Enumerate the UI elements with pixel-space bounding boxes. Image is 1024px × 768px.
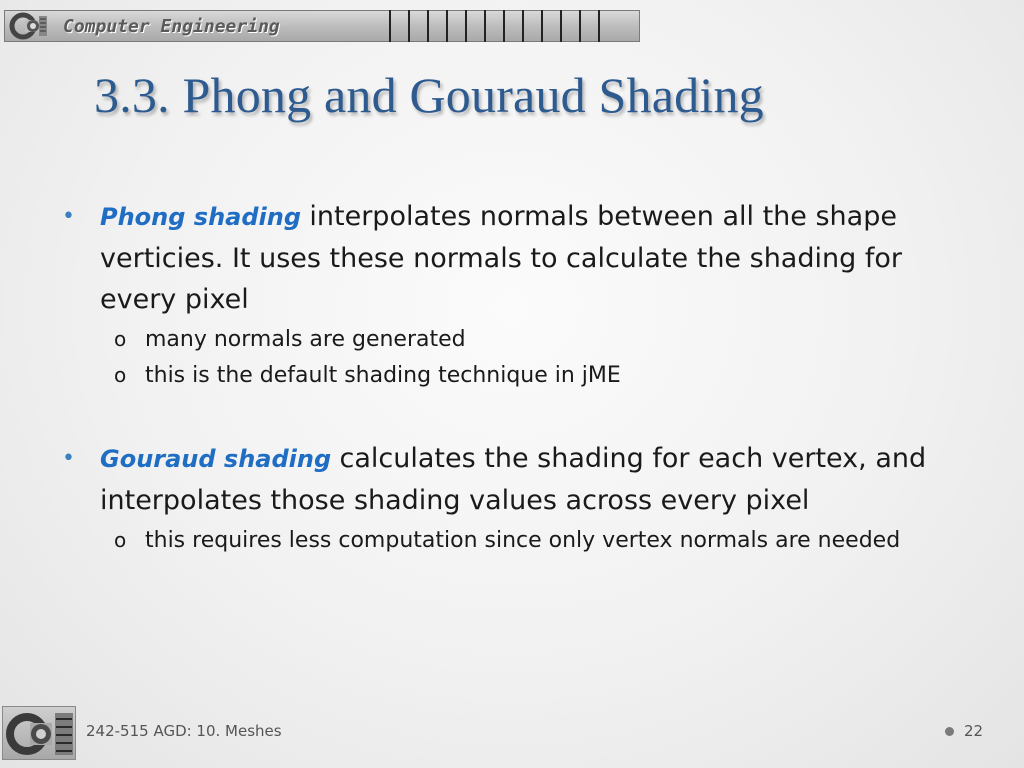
- subitem-text: many normals are generated: [145, 327, 466, 352]
- slide-title: 3.3. Phong and Gouraud Shading: [94, 67, 764, 123]
- footer-course-label: 242-515 AGD: 10. Meshes: [86, 722, 282, 740]
- subitem: [62, 524, 982, 557]
- footer-dot-icon: [945, 727, 954, 736]
- bullet-marker: •: [62, 446, 75, 471]
- page-number: 22: [964, 722, 984, 740]
- bullet-phong: [62, 196, 982, 320]
- sub-marker: o: [114, 327, 127, 351]
- term-phong-shading: Phong shading: [100, 203, 310, 231]
- coe-logo-icon: [2, 706, 76, 760]
- subitem-text: this requires less computation since only vertex normals are needed: [145, 528, 901, 553]
- bullet-text: interpolates normals between all the shape verticies. It uses these normals to calculate the shading for every pixel: [100, 201, 902, 315]
- banner-title: Computer Engineering: [63, 15, 280, 37]
- slide-content: [62, 196, 982, 557]
- header-banner: [4, 10, 640, 42]
- subitem: [62, 323, 982, 356]
- banner-bars-decoration: [389, 10, 617, 42]
- subitem: [62, 359, 982, 392]
- term-gouraud-shading: Gouraud shading: [100, 445, 340, 473]
- bullet-gouraud: [62, 438, 982, 521]
- bullet-marker: •: [62, 204, 75, 229]
- bullet-text: calculates the shading for each vertex, and interpolates those shading values across every pixel: [100, 443, 927, 516]
- sub-marker: o: [114, 363, 127, 387]
- computer-engineering-logo-icon: [7, 11, 51, 41]
- subitem-text: this is the default shading technique in jME: [145, 363, 621, 388]
- sub-marker: o: [114, 528, 127, 552]
